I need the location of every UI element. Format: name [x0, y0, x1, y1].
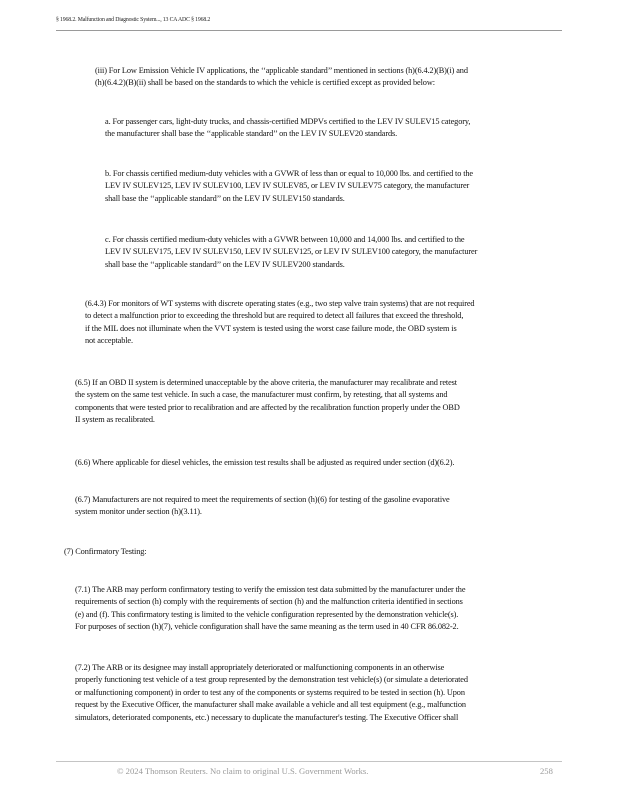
- text-line: c. For chassis certified medium-duty vehicles with a GVWR between 10,000 and 14,000 lbs. and certified to the: [105, 235, 465, 244]
- text-line: a. For passenger cars, light-duty trucks, and chassis-certified MDPVs certified to the LEV IV SULEV15 category,: [105, 117, 471, 126]
- text-line: the system on the same test vehicle. In such a case, the manufacturer must confirm, by retesting, that all systems and: [75, 390, 448, 400]
- paragraph-iii: [95, 65, 468, 90]
- text-line: II system as recalibrated.: [75, 415, 155, 425]
- text-line: properly functioning test vehicle of a test group represented by the demonstration test vehicle(s) (or simulate a deteriorated: [75, 675, 468, 685]
- text-line: (6.7) Manufacturers are not required to meet the requirements of section (h)(6) for testing of the gasoline evaporative: [75, 495, 450, 504]
- paragraph-6-6: [75, 457, 454, 469]
- text-line: b. For chassis certified medium-duty vehicles with a GVWR of less than or equal to 10,000 lbs. and certified to the: [105, 169, 473, 178]
- text-line: LEV IV SULEV175, LEV IV SULEV150, LEV IV SULEV125, or LEV IV SULEV100 category, the manufacturer: [105, 247, 478, 257]
- text-line: components that were tested prior to recalibration and are affected by the recalibration function properly under the OBD: [75, 402, 460, 412]
- text-line: simulators, deteriorated components, etc.) necessary to duplicate the manufacturer's testing. The Executive Officer shall: [75, 712, 459, 722]
- text-line: to detect a malfunction prior to exceeding the threshold but are required to detect all failures that exceed the threshold,: [85, 311, 464, 321]
- text-line: requirements of section (h) comply with the requirements of section (h) and the malfunction criteria identified in sections: [75, 597, 463, 607]
- paragraph-7-1: [75, 584, 465, 634]
- text-line: (7) Confirmatory Testing:: [64, 547, 147, 556]
- text-line: the manufacturer shall base the ‘‘applicable standard’’ on the LEV IV SULEV20 standards.: [105, 129, 398, 139]
- text-line: shall base the ‘‘applicable standard’’ on the LEV IV SULEV150 standards.: [105, 193, 345, 203]
- page-number: 258: [540, 766, 553, 776]
- text-line: (h)(6.4.2)(B)(ii) shall be based on the standards to which the vehicle is certified except as provided below:: [95, 78, 435, 88]
- footer-copyright: © 2024 Thomson Reuters. No claim to original U.S. Government Works.: [117, 766, 369, 776]
- paragraph-c: [105, 234, 477, 271]
- paragraph-7-2: [75, 662, 468, 724]
- text-line: not acceptable.: [85, 336, 133, 346]
- running-header: § 1968.2. Malfunction and Diagnostic System..., 13 CA ADC § 1968.2: [56, 17, 211, 23]
- paragraph-6-4-3: [85, 298, 474, 348]
- paragraph-6-7: [75, 494, 450, 519]
- text-line: request by the Executive Officer, the manufacturer shall make available a vehicle and all test equipment (e.g., malfunction: [75, 700, 466, 710]
- text-line: (6.6) Where applicable for diesel vehicles, the emission test results shall be adjusted as required under section (d)(6.2).: [75, 458, 455, 467]
- text-line: if the MIL does not illuminate when the VVT system is tested using the worst case failure mode, the OBD system is: [85, 323, 457, 333]
- paragraph-a: [105, 116, 470, 141]
- text-line: system monitor under section (h)(3.11).: [75, 507, 202, 517]
- text-line: (7.1) The ARB may perform confirmatory testing to verify the emission test data submitted by the manufacturer under the: [75, 585, 466, 594]
- section-heading-7: [64, 546, 146, 558]
- text-line: For purposes of section (h)(7), vehicle configuration shall have the same meaning as the term used in 40 CFR 86.082-2.: [75, 622, 459, 632]
- paragraph-b: [105, 168, 473, 205]
- text-line: shall base the ‘‘applicable standard’’ on the LEV IV SULEV200 standards.: [105, 259, 345, 269]
- text-line: (6.4.3) For monitors of WT systems with discrete operating states (e.g., two step valve train systems) that are not required: [85, 299, 475, 308]
- header-divider: [56, 30, 562, 31]
- footer-divider: [56, 761, 562, 762]
- paragraph-6-5: [75, 377, 460, 427]
- text-line: or malfunctioning component) in order to test any of the components or systems required to be tested in section (h). Upon: [75, 687, 465, 697]
- text-line: LEV IV SULEV125, LEV IV SULEV100, LEV IV SULEV85, or LEV IV SULEV75 category, the manufacturer: [105, 181, 470, 191]
- text-line: (e) and (f). This confirmatory testing is limited to the vehicle configuration represented by the demonstration vehicle(s).: [75, 609, 459, 619]
- text-line: (7.2) The ARB or its designee may install appropriately deteriorated or malfunctioning components in an otherwise: [75, 663, 445, 672]
- text-line: (6.5) If an OBD II system is determined unacceptable by the above criteria, the manufacturer may recalibrate and retest: [75, 378, 457, 387]
- text-line: (iii) For Low Emission Vehicle IV applications, the ‘‘applicable standard’’ mentioned in sections (h)(6.4.2)(B)(i) and: [95, 66, 468, 75]
